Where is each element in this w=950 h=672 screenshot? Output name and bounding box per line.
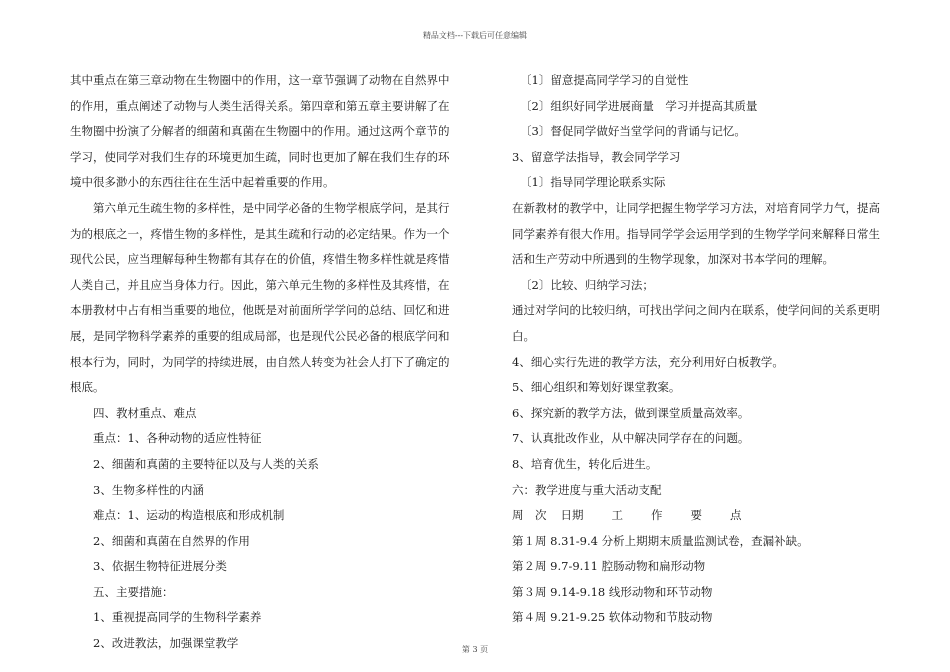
list-item: 5、细心组织和筹划好课堂教案。 xyxy=(512,380,681,395)
schedule-header-cell: 点 xyxy=(730,508,742,523)
section-heading: 六：教学进度与重大活动支配 xyxy=(512,482,662,497)
list-item: 2、细菌和真菌在自然界的作用 xyxy=(93,533,250,548)
list-item: 〔1〕留意提高同学学习的自觉性 xyxy=(520,73,689,87)
list-item: 3、生物多样性的内涵 xyxy=(93,482,204,497)
list-item: 4、细心实行先进的教学方法，充分利用好白板教学。 xyxy=(512,354,784,369)
page-header: 精品文档---下载后可任意编辑 xyxy=(422,31,528,40)
schedule-header xyxy=(512,503,887,529)
schedule-header-cell: 要 xyxy=(690,508,702,523)
body-paragraph: 通过对学问的比较归纳，可找出学问之间内在联系，使学问间的关系更明白。 xyxy=(512,303,880,343)
schedule-header-cell: 日期 xyxy=(560,508,584,523)
schedule-row: 第２周 9.7-9.11 腔肠动物和扁形动物 xyxy=(512,559,706,574)
body-paragraph: 其中重点在第三章动物在生物圈中的作用，这一章节强调了动物在自然界中的作用，重点阐述了动物与人类生活得关系。第四章和第五章主要讲解了在生物圈中扮演了分解者的细菌和真菌在生物圈中的作用。通过这两个章节的学习，使同学对我们生存的环境更加生疏，同时也更加了解在我们生存的环境中很多渺小的东西往往在生活中起着重要的作用。 xyxy=(70,73,450,190)
schedule-header-cell: 作 xyxy=(651,508,663,523)
body-paragraph: 在新教材的教学中，让同学把握生物学学习方法，对培育同学力气，提高同学素养有很大作用。指导同学学会运用学到的生物学学问来解释日常生活和生产劳动中所遇到的生物学现象，加深对书本学问的理解。 xyxy=(512,200,880,267)
schedule-row: 第３周 9.14-9.18 线形动物和环节动物 xyxy=(512,584,713,599)
list-item: 6、探究新的教学方法，做到课堂质量高效率。 xyxy=(512,405,750,420)
list-item: 〔3〕督促同学做好当堂学问的背诵与记忆。 xyxy=(520,124,746,139)
right-column xyxy=(512,68,887,631)
list-item: 3、依据生物特征进展分类 xyxy=(93,559,227,574)
list-item: 〔1〕指导同学理论联系实际 xyxy=(520,175,666,190)
list-item: 〔2〕比较、归纳学习法； xyxy=(520,277,654,292)
schedule-row: 第１周 8.31-9.4 分析上期期末质量监测试卷，查漏补缺。 xyxy=(512,533,809,548)
list-item: 3、留意学法指导，教会同学学习 xyxy=(512,149,681,164)
page-number: 第 3 页 xyxy=(461,645,489,654)
list-item: 2、细菌和真菌的主要特征以及与人类的关系 xyxy=(93,456,319,471)
section-heading: 五、主要措施： xyxy=(93,584,174,599)
list-item: 8、培育优生，转化后进生。 xyxy=(512,456,658,471)
schedule-header-cell: 周 次 xyxy=(512,508,547,523)
list-item: 难点：1、运动的构造根底和形成机制 xyxy=(93,508,285,523)
schedule-header-cell: 工 xyxy=(611,508,623,523)
body-paragraph: 第六单元生疏生物的多样性，是中同学必备的生物学根底学问，是其行为的根底之一，疼惜生物的多样性，是其生疏和行动的必定结果。作为一个现代公民，应当理解每种生物都有其存在的价值，疼惜生物多样性就是疼惜人类自己，并且应当身体力行。因此，第六单元生物的多样性及其疼惜，在本册教材中占有相当重要的地位，他既是对前面所学学问的总结、回忆和进展，是同学物科学素养的重要的组成局部，也是现代公民必备的根底学问和根本行为，同时，为同学的持续进展，由自然人转变为社会人打下了确定的根底。 xyxy=(70,200,450,395)
list-item: 2、改进教法，加强课堂教学 xyxy=(93,636,239,651)
list-item: 7、认真批改作业，从中解决同学存在的问题。 xyxy=(512,431,750,446)
list-item: 1、重视提高同学的生物科学素养 xyxy=(93,610,262,625)
list-item: 〔2〕组织好同学进展商量 学习并提高其质量 xyxy=(520,98,758,113)
section-heading: 四、教材重点、难点 xyxy=(93,405,197,420)
schedule-row: 第４周 9.21-9.25 软体动物和节肢动物 xyxy=(512,610,713,625)
left-column xyxy=(70,68,458,657)
list-item: 重点：1、各种动物的适应性特征 xyxy=(93,431,262,446)
